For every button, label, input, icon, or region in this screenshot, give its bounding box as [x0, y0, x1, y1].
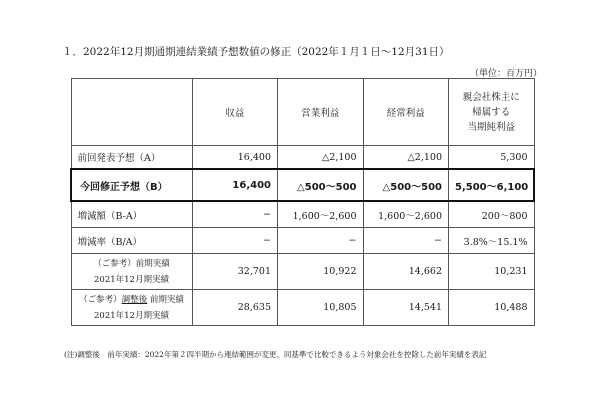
cell-ordinary-profit: 14,541	[363, 290, 449, 326]
cell-revenue: 28,635	[192, 290, 278, 326]
table-row-difference	[71, 201, 534, 228]
row-label-line1: （ご参考）前期実績	[93, 258, 170, 269]
table-header-row	[71, 79, 534, 146]
cell-net-income: 5,300	[449, 146, 535, 170]
cell-ordinary-profit: −	[363, 228, 449, 254]
forecast-revision-table	[70, 78, 535, 326]
row-label: 今回修正予想（B）	[71, 169, 192, 201]
cell-revenue: −	[192, 228, 278, 254]
cell-operating-profit: 1,600〜2,600	[278, 201, 364, 228]
section-heading: １．2022年12月期通期連結業績予想数値の修正（2022年１月１日〜12月31日）	[62, 46, 450, 58]
row-label-line2: 2021年12月期実績	[94, 274, 169, 285]
row-label	[71, 290, 192, 326]
cell-operating-profit: −	[278, 228, 364, 254]
cell-operating-profit: 10,805	[278, 290, 364, 326]
cell-net-income: 10,231	[449, 254, 535, 290]
cell-net-income: 3.8%〜15.1%	[449, 228, 535, 254]
cell-revenue: 32,701	[192, 254, 278, 290]
header-net-income-line1: 親会社株主に	[462, 91, 520, 103]
cell-operating-profit: △2,100	[278, 146, 364, 170]
header-net-income-line3: 当期純利益	[467, 121, 515, 133]
table-row-reference-prior-year	[71, 254, 534, 290]
cell-net-income: 5,500〜6,100	[449, 169, 535, 201]
row-label-prefix: （ご参考）	[79, 294, 122, 305]
cell-net-income: 200〜800	[449, 201, 535, 228]
cell-revenue: 16,400	[192, 146, 278, 170]
cell-operating-profit: 10,922	[278, 254, 364, 290]
table-row-revised-forecast	[71, 169, 534, 201]
row-label: 増減額（B-A）	[71, 201, 192, 228]
cell-net-income: 10,488	[449, 290, 535, 326]
header-revenue: 収益	[192, 79, 278, 146]
row-label-adjusted: 調整後	[121, 294, 148, 305]
header-operating-profit: 営業利益	[278, 79, 364, 146]
row-label: 前回発表予想（A）	[71, 146, 192, 170]
table-row-change-rate	[71, 228, 534, 254]
footnote: (注)調整後 前年実績：2022年第２四半期から連結範囲が変更、同基準で比較できるよう対象会社を控除した前年実績を表記	[64, 350, 487, 359]
header-blank-cell	[71, 79, 192, 146]
cell-ordinary-profit: △500〜500	[363, 169, 449, 201]
cell-ordinary-profit: 1,600〜2,600	[363, 201, 449, 228]
cell-operating-profit: △500〜500	[278, 169, 364, 201]
row-label: 増減率（B/A）	[71, 228, 192, 254]
cell-revenue: −	[192, 201, 278, 228]
row-label	[71, 254, 192, 290]
row-label-suffix: 前期実績	[147, 294, 184, 305]
table-row-previous-forecast	[71, 146, 534, 170]
unit-label: （単位：百万円）	[469, 69, 542, 79]
header-net-income-line2: 帰属する	[472, 106, 511, 118]
row-label-line2: 2021年12月期実績	[94, 310, 169, 321]
table-row-adjusted-prior-year	[71, 290, 534, 326]
header-net-income	[449, 79, 535, 146]
header-ordinary-profit: 経常利益	[363, 79, 449, 146]
cell-ordinary-profit: 14,662	[363, 254, 449, 290]
cell-revenue: 16,400	[192, 169, 278, 201]
cell-ordinary-profit: △2,100	[363, 146, 449, 170]
